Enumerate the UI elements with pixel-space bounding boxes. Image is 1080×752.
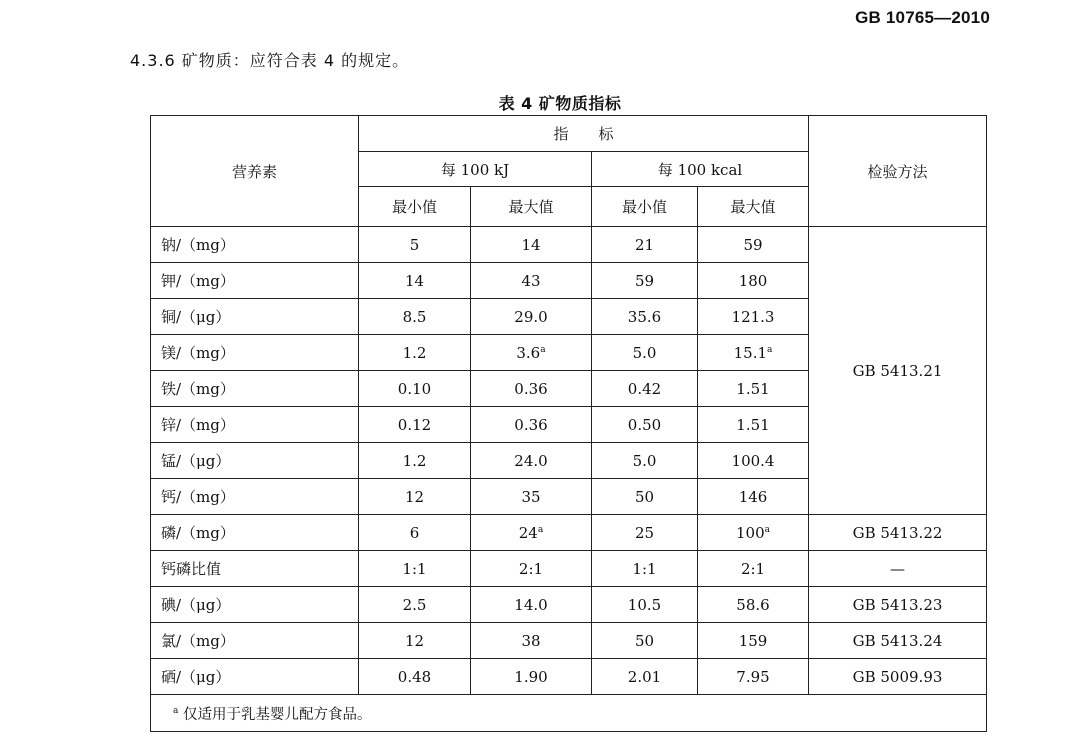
nutrient-name: 铁/（mg）: [151, 371, 359, 407]
kcal-min-value: 50: [592, 479, 698, 515]
method-cell: GB 5009.93: [809, 659, 987, 695]
method-cell: GB 5413.21: [809, 227, 987, 515]
kcal-min-value: 1:1: [592, 551, 698, 587]
table-row: [151, 227, 987, 263]
header-kcal-max: 最大值: [698, 187, 809, 227]
nutrient-name: 硒/（μg）: [151, 659, 359, 695]
kj-min-value: 8.5: [359, 299, 471, 335]
clause-text: 4.3.6 矿物质：应符合表 4 的规定。: [130, 51, 410, 70]
kcal-min-value: 2.01: [592, 659, 698, 695]
kcal-min-value: 0.50: [592, 407, 698, 443]
footnote-marker: a: [173, 705, 179, 716]
kj-min-value: 1.2: [359, 335, 471, 371]
table-row: [151, 587, 987, 623]
standard-code: GB 10765—2010: [855, 8, 990, 27]
kcal-max-value: 2:1: [698, 551, 809, 587]
mineral-table: [150, 115, 987, 732]
kj-max-value: 2:1: [471, 551, 592, 587]
kcal-max-value: 59: [698, 227, 809, 263]
kj-max-value: 43: [471, 263, 592, 299]
method-cell: —: [809, 551, 987, 587]
kcal-max-value: 1.51: [698, 407, 809, 443]
nutrient-name: 碘/（μg）: [151, 587, 359, 623]
table-row: [151, 659, 987, 695]
kcal-min-value: 25: [592, 515, 698, 551]
footnote-text: 仅适用于乳基婴儿配方食品。: [182, 706, 372, 723]
table-row: [151, 551, 987, 587]
kj-max-value: 38: [471, 623, 592, 659]
footnote-row: [151, 695, 987, 732]
kj-max-value: 24$^a$: [471, 515, 592, 551]
kcal-max-value: 159: [698, 623, 809, 659]
method-cell: GB 5413.24: [809, 623, 987, 659]
header-row-1: [151, 116, 987, 152]
kj-min-value: 1:1: [359, 551, 471, 587]
kcal-max-value: 58.6: [698, 587, 809, 623]
nutrient-name: 钙磷比值: [151, 551, 359, 587]
header-indicator: 指 标: [359, 116, 809, 152]
method-cell: GB 5413.23: [809, 587, 987, 623]
kj-min-value: 14: [359, 263, 471, 299]
nutrient-name: 铜/（μg）: [151, 299, 359, 335]
kcal-max-value: 121.3: [698, 299, 809, 335]
kj-min-value: 0.48: [359, 659, 471, 695]
kcal-max-value: 7.95: [698, 659, 809, 695]
header-kcal-min: 最小值: [592, 187, 698, 227]
header-kj-min: 最小值: [359, 187, 471, 227]
header-method: 检验方法: [809, 116, 987, 227]
kcal-max-value: 146: [698, 479, 809, 515]
header-per-kj: 每 100 kJ: [359, 152, 592, 187]
kj-max-value: 14.0: [471, 587, 592, 623]
nutrient-name: 磷/（mg）: [151, 515, 359, 551]
kcal-max-value: 15.1$^a$: [698, 335, 809, 371]
kj-min-value: 1.2: [359, 443, 471, 479]
table-caption: 表 4 矿物质指标: [498, 94, 622, 113]
kcal-min-value: 5.0: [592, 335, 698, 371]
nutrient-name: 钾/（mg）: [151, 263, 359, 299]
footnote: [151, 695, 987, 732]
kcal-min-value: 35.6: [592, 299, 698, 335]
nutrient-name: 锌/（mg）: [151, 407, 359, 443]
kcal-min-value: 5.0: [592, 443, 698, 479]
nutrient-name: 钙/（mg）: [151, 479, 359, 515]
kcal-max-value: 1.51: [698, 371, 809, 407]
kj-min-value: 12: [359, 623, 471, 659]
kcal-min-value: 59: [592, 263, 698, 299]
kj-min-value: 0.10: [359, 371, 471, 407]
kcal-min-value: 50: [592, 623, 698, 659]
kcal-max-value: 100$^a$: [698, 515, 809, 551]
kj-max-value: 0.36: [471, 407, 592, 443]
nutrient-name: 锰/（μg）: [151, 443, 359, 479]
kj-min-value: 6: [359, 515, 471, 551]
kcal-max-value: 100.4: [698, 443, 809, 479]
kj-max-value: 1.90: [471, 659, 592, 695]
nutrient-name: 镁/（mg）: [151, 335, 359, 371]
kj-min-value: 12: [359, 479, 471, 515]
kj-min-value: 2.5: [359, 587, 471, 623]
kj-min-value: 5: [359, 227, 471, 263]
kcal-min-value: 0.42: [592, 371, 698, 407]
table-row: [151, 623, 987, 659]
kcal-min-value: 10.5: [592, 587, 698, 623]
table-row: [151, 515, 987, 551]
nutrient-name: 钠/（mg）: [151, 227, 359, 263]
kcal-max-value: 180: [698, 263, 809, 299]
kcal-min-value: 21: [592, 227, 698, 263]
kj-min-value: 0.12: [359, 407, 471, 443]
header-nutrient: 营养素: [151, 116, 359, 227]
kj-max-value: 35: [471, 479, 592, 515]
header-per-kcal: 每 100 kcal: [592, 152, 809, 187]
method-cell: GB 5413.22: [809, 515, 987, 551]
kj-max-value: 24.0: [471, 443, 592, 479]
kj-max-value: 29.0: [471, 299, 592, 335]
nutrient-name: 氯/（mg）: [151, 623, 359, 659]
kj-max-value: 0.36: [471, 371, 592, 407]
kj-max-value: 14: [471, 227, 592, 263]
kj-max-value: 3.6$^a$: [471, 335, 592, 371]
header-kj-max: 最大值: [471, 187, 592, 227]
